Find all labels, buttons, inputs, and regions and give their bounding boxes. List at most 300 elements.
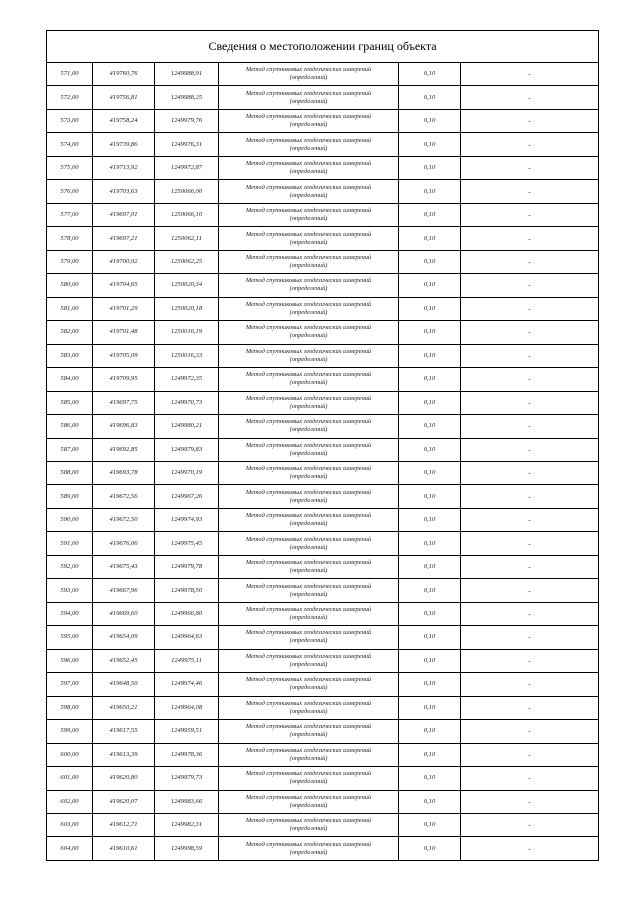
table-row: [47, 391, 599, 414]
method-line2: (определений): [289, 308, 328, 316]
method-cell: [219, 133, 399, 156]
point-number-cell: 604,00: [47, 837, 93, 860]
method-line1: Метод спутниковых геодезических измерений: [245, 652, 372, 660]
method-line1: Метод спутниковых геодезических измерений: [245, 66, 372, 74]
x-coordinate-cell: 419613,39: [93, 743, 155, 766]
table-row: [47, 532, 599, 555]
point-number-cell: 583,00: [47, 344, 93, 367]
dash-cell: -: [461, 461, 599, 484]
y-coordinate-cell: 1249988,25: [155, 86, 219, 109]
method-cell: [219, 203, 399, 226]
table-row: [47, 297, 599, 320]
dash-cell: -: [461, 814, 599, 837]
table-row: [47, 649, 599, 672]
accuracy-cell: 0,10: [399, 63, 461, 86]
accuracy-cell: 0,10: [399, 133, 461, 156]
method-line1: Метод спутниковых геодезических измерений: [245, 207, 372, 215]
method-cell: [219, 626, 399, 649]
method-cell: [219, 438, 399, 461]
method-line2: (определений): [289, 801, 328, 809]
point-number-cell: 585,00: [47, 391, 93, 414]
method-cell: [219, 602, 399, 625]
dash-cell: -: [461, 391, 599, 414]
dash-cell: -: [461, 63, 599, 86]
dash-cell: -: [461, 485, 599, 508]
point-number-cell: 587,00: [47, 438, 93, 461]
dash-cell: -: [461, 368, 599, 391]
accuracy-cell: 0,10: [399, 344, 461, 367]
x-coordinate-cell: 419676,06: [93, 532, 155, 555]
accuracy-cell: 0,10: [399, 626, 461, 649]
method-line1: Метод спутниковых геодезических измерений: [245, 371, 372, 379]
method-line2: (определений): [289, 449, 328, 457]
accuracy-cell: 0,10: [399, 438, 461, 461]
y-coordinate-cell: 1250062,25: [155, 250, 219, 273]
method-line2: (определений): [289, 144, 328, 152]
method-line1: Метод спутниковых геодезических измерений: [245, 746, 372, 754]
point-number-cell: 593,00: [47, 579, 93, 602]
y-coordinate-cell: 1249982,31: [155, 814, 219, 837]
dash-cell: -: [461, 415, 599, 438]
method-line2: (определений): [289, 121, 328, 129]
method-line1: Метод спутниковых геодезических измерений: [245, 512, 372, 520]
method-line1: Метод спутниковых геодезических измерений: [245, 559, 372, 567]
method-line2: (определений): [289, 520, 328, 528]
point-number-cell: 591,00: [47, 532, 93, 555]
x-coordinate-cell: 419617,55: [93, 720, 155, 743]
accuracy-cell: 0,10: [399, 250, 461, 273]
dash-cell: -: [461, 602, 599, 625]
point-number-cell: 584,00: [47, 368, 93, 391]
y-coordinate-cell: 1249959,51: [155, 720, 219, 743]
y-coordinate-cell: 1249964,63: [155, 626, 219, 649]
accuracy-cell: 0,10: [399, 743, 461, 766]
dash-cell: -: [461, 438, 599, 461]
method-line1: Метод спутниковых геодезических измерений: [245, 817, 372, 825]
x-coordinate-cell: 419620,07: [93, 790, 155, 813]
point-number-cell: 581,00: [47, 297, 93, 320]
method-line2: (определений): [289, 261, 328, 269]
y-coordinate-cell: 1249974,93: [155, 508, 219, 531]
table-row: [47, 461, 599, 484]
accuracy-cell: 0,10: [399, 532, 461, 555]
method-line1: Метод спутниковых геодезических измерений: [245, 699, 372, 707]
x-coordinate-cell: 419612,71: [93, 814, 155, 837]
accuracy-cell: 0,10: [399, 461, 461, 484]
point-number-cell: 590,00: [47, 508, 93, 531]
table-row: [47, 555, 599, 578]
table-row: [47, 86, 599, 109]
y-coordinate-cell: 1249978,50: [155, 579, 219, 602]
x-coordinate-cell: 419705,09: [93, 344, 155, 367]
y-coordinate-cell: 1249970,19: [155, 461, 219, 484]
table-row: [47, 63, 599, 86]
method-cell: [219, 485, 399, 508]
point-number-cell: 571,00: [47, 63, 93, 86]
x-coordinate-cell: 419760,76: [93, 63, 155, 86]
accuracy-cell: 0,10: [399, 297, 461, 320]
method-line1: Метод спутниковых геодезических измерений: [245, 183, 372, 191]
x-coordinate-cell: 419713,92: [93, 156, 155, 179]
y-coordinate-cell: 1249979,73: [155, 767, 219, 790]
x-coordinate-cell: 419652,45: [93, 649, 155, 672]
method-line2: (определений): [289, 473, 328, 481]
method-line2: (определений): [289, 379, 328, 387]
accuracy-cell: 0,10: [399, 415, 461, 438]
x-coordinate-cell: 419693,78: [93, 461, 155, 484]
point-number-cell: 577,00: [47, 203, 93, 226]
accuracy-cell: 0,10: [399, 86, 461, 109]
table-row: [47, 156, 599, 179]
point-number-cell: 603,00: [47, 814, 93, 837]
y-coordinate-cell: 1249964,08: [155, 696, 219, 719]
table-row: [47, 344, 599, 367]
method-line1: Метод спутниковых геодезических измерений: [245, 793, 372, 801]
x-coordinate-cell: 419704,65: [93, 274, 155, 297]
dash-cell: -: [461, 227, 599, 250]
x-coordinate-cell: 419697,21: [93, 227, 155, 250]
dash-cell: -: [461, 790, 599, 813]
x-coordinate-cell: 419697,01: [93, 203, 155, 226]
method-line2: (определений): [289, 543, 328, 551]
y-coordinate-cell: 1249979,76: [155, 109, 219, 132]
dash-cell: -: [461, 555, 599, 578]
y-coordinate-cell: 1249975,45: [155, 532, 219, 555]
point-number-cell: 582,00: [47, 321, 93, 344]
method-line2: (определений): [289, 285, 328, 293]
table-row: [47, 109, 599, 132]
table-row: [47, 180, 599, 203]
y-coordinate-cell: 1249988,91: [155, 63, 219, 86]
dash-cell: -: [461, 109, 599, 132]
x-coordinate-cell: 419692,85: [93, 438, 155, 461]
accuracy-cell: 0,10: [399, 767, 461, 790]
method-line1: Метод спутниковых геодезических измерений: [245, 770, 372, 778]
boundary-table: [46, 30, 599, 861]
x-coordinate-cell: 419701,48: [93, 321, 155, 344]
method-line2: (определений): [289, 567, 328, 575]
point-number-cell: 588,00: [47, 461, 93, 484]
table-row: [47, 227, 599, 250]
accuracy-cell: 0,10: [399, 321, 461, 344]
method-cell: [219, 837, 399, 860]
accuracy-cell: 0,10: [399, 485, 461, 508]
accuracy-cell: 0,10: [399, 180, 461, 203]
dash-cell: -: [461, 696, 599, 719]
table-row: [47, 696, 599, 719]
dash-cell: -: [461, 673, 599, 696]
y-coordinate-cell: 1249974,46: [155, 673, 219, 696]
accuracy-cell: 0,10: [399, 790, 461, 813]
dash-cell: -: [461, 720, 599, 743]
method-cell: [219, 743, 399, 766]
y-coordinate-cell: 1249980,21: [155, 415, 219, 438]
y-coordinate-cell: 1249966,80: [155, 602, 219, 625]
point-number-cell: 596,00: [47, 649, 93, 672]
method-cell: [219, 720, 399, 743]
accuracy-cell: 0,10: [399, 368, 461, 391]
method-cell: [219, 180, 399, 203]
table-row: [47, 837, 599, 860]
x-coordinate-cell: 419758,24: [93, 109, 155, 132]
x-coordinate-cell: 419667,96: [93, 579, 155, 602]
dash-cell: -: [461, 767, 599, 790]
x-coordinate-cell: 419697,75: [93, 391, 155, 414]
point-number-cell: 573,00: [47, 109, 93, 132]
accuracy-cell: 0,10: [399, 109, 461, 132]
dash-cell: -: [461, 626, 599, 649]
point-number-cell: 599,00: [47, 720, 93, 743]
point-number-cell: 578,00: [47, 227, 93, 250]
x-coordinate-cell: 419709,95: [93, 368, 155, 391]
method-line1: Метод спутниковых геодезических измерений: [245, 253, 372, 261]
point-number-cell: 595,00: [47, 626, 93, 649]
y-coordinate-cell: 1250062,11: [155, 227, 219, 250]
method-line2: (определений): [289, 778, 328, 786]
x-coordinate-cell: 419696,83: [93, 415, 155, 438]
accuracy-cell: 0,10: [399, 156, 461, 179]
point-number-cell: 572,00: [47, 86, 93, 109]
y-coordinate-cell: 1250020,34: [155, 274, 219, 297]
y-coordinate-cell: 1249967,26: [155, 485, 219, 508]
table-row: [47, 274, 599, 297]
y-coordinate-cell: 1249970,73: [155, 391, 219, 414]
method-line2: (определений): [289, 731, 328, 739]
y-coordinate-cell: 1249979,78: [155, 555, 219, 578]
accuracy-cell: 0,10: [399, 720, 461, 743]
method-line1: Метод спутниковых геодезических измерений: [245, 160, 372, 168]
method-cell: [219, 63, 399, 86]
method-cell: [219, 532, 399, 555]
y-coordinate-cell: 1249998,59: [155, 837, 219, 860]
table-row: [47, 438, 599, 461]
method-line1: Метод спутниковых геодезических измерений: [245, 136, 372, 144]
method-line1: Метод спутниковых геодезических измерений: [245, 606, 372, 614]
table-row: [47, 508, 599, 531]
method-line2: (определений): [289, 614, 328, 622]
point-number-cell: 597,00: [47, 673, 93, 696]
method-line1: Метод спутниковых геодезических измерений: [245, 300, 372, 308]
y-coordinate-cell: 1250066,10: [155, 203, 219, 226]
method-cell: [219, 790, 399, 813]
point-number-cell: 575,00: [47, 156, 93, 179]
method-cell: [219, 461, 399, 484]
dash-cell: -: [461, 133, 599, 156]
table-title: Сведения о местоположении границ объекта: [47, 31, 599, 63]
point-number-cell: 598,00: [47, 696, 93, 719]
method-cell: [219, 814, 399, 837]
point-number-cell: 579,00: [47, 250, 93, 273]
dash-cell: -: [461, 250, 599, 273]
method-line2: (определений): [289, 332, 328, 340]
x-coordinate-cell: 419610,61: [93, 837, 155, 860]
point-number-cell: 574,00: [47, 133, 93, 156]
method-line1: Метод спутниковых геодезических измерений: [245, 582, 372, 590]
method-line1: Метод спутниковых геодезических измерений: [245, 535, 372, 543]
x-coordinate-cell: 419669,60: [93, 602, 155, 625]
method-line2: (определений): [289, 590, 328, 598]
method-cell: [219, 555, 399, 578]
table-row: [47, 321, 599, 344]
table-row: [47, 720, 599, 743]
dash-cell: -: [461, 649, 599, 672]
dash-cell: -: [461, 837, 599, 860]
method-line1: Метод спутниковых геодезических измерений: [245, 488, 372, 496]
method-line1: Метод спутниковых геодезических измерений: [245, 723, 372, 731]
y-coordinate-cell: 1250016,19: [155, 321, 219, 344]
method-line2: (определений): [289, 426, 328, 434]
method-line1: Метод спутниковых геодезических измерений: [245, 113, 372, 121]
method-line2: (определений): [289, 215, 328, 223]
x-coordinate-cell: 419648,50: [93, 673, 155, 696]
point-number-cell: 601,00: [47, 767, 93, 790]
method-line2: (определений): [289, 825, 328, 833]
x-coordinate-cell: 419701,29: [93, 297, 155, 320]
y-coordinate-cell: 1249978,36: [155, 743, 219, 766]
method-cell: [219, 321, 399, 344]
method-cell: [219, 415, 399, 438]
method-line2: (определений): [289, 402, 328, 410]
point-number-cell: 589,00: [47, 485, 93, 508]
y-coordinate-cell: 1250066,00: [155, 180, 219, 203]
table-row: [47, 133, 599, 156]
method-cell: [219, 297, 399, 320]
method-line2: (определений): [289, 355, 328, 363]
method-line1: Метод спутниковых геодезических измерений: [245, 277, 372, 285]
point-number-cell: 586,00: [47, 415, 93, 438]
method-cell: [219, 368, 399, 391]
table-row: [47, 814, 599, 837]
method-cell: [219, 250, 399, 273]
method-cell: [219, 649, 399, 672]
y-coordinate-cell: 1249976,31: [155, 133, 219, 156]
table-row: [47, 368, 599, 391]
method-cell: [219, 274, 399, 297]
method-cell: [219, 227, 399, 250]
method-line2: (определений): [289, 684, 328, 692]
x-coordinate-cell: 419654,09: [93, 626, 155, 649]
method-line2: (определений): [289, 168, 328, 176]
method-line1: Метод спутниковых геодезических измерений: [245, 465, 372, 473]
method-line2: (определений): [289, 848, 328, 856]
method-line1: Метод спутниковых геодезических измерений: [245, 324, 372, 332]
accuracy-cell: 0,10: [399, 555, 461, 578]
accuracy-cell: 0,10: [399, 649, 461, 672]
table-body: [47, 63, 599, 861]
method-cell: [219, 579, 399, 602]
method-line1: Метод спутниковых геодезических измерений: [245, 89, 372, 97]
point-number-cell: 592,00: [47, 555, 93, 578]
x-coordinate-cell: 419675,43: [93, 555, 155, 578]
accuracy-cell: 0,10: [399, 227, 461, 250]
x-coordinate-cell: 419756,81: [93, 86, 155, 109]
y-coordinate-cell: 1249972,87: [155, 156, 219, 179]
method-line2: (определений): [289, 191, 328, 199]
method-cell: [219, 86, 399, 109]
accuracy-cell: 0,10: [399, 673, 461, 696]
method-line2: (определений): [289, 238, 328, 246]
method-line1: Метод спутниковых геодезических измерений: [245, 840, 372, 848]
method-cell: [219, 673, 399, 696]
accuracy-cell: 0,10: [399, 391, 461, 414]
y-coordinate-cell: 1249972,35: [155, 368, 219, 391]
method-line2: (определений): [289, 707, 328, 715]
method-cell: [219, 391, 399, 414]
table-row: [47, 415, 599, 438]
point-number-cell: 594,00: [47, 602, 93, 625]
method-cell: [219, 508, 399, 531]
method-line1: Метод спутниковых геодезических измерений: [245, 418, 372, 426]
method-line2: (определений): [289, 74, 328, 82]
dash-cell: -: [461, 180, 599, 203]
accuracy-cell: 0,10: [399, 602, 461, 625]
x-coordinate-cell: 419650,21: [93, 696, 155, 719]
table-row: [47, 743, 599, 766]
table-row: [47, 203, 599, 226]
table-row: [47, 579, 599, 602]
accuracy-cell: 0,10: [399, 579, 461, 602]
y-coordinate-cell: 1249975,11: [155, 649, 219, 672]
accuracy-cell: 0,10: [399, 203, 461, 226]
table-row: [47, 626, 599, 649]
accuracy-cell: 0,10: [399, 508, 461, 531]
dash-cell: -: [461, 203, 599, 226]
method-line1: Метод спутниковых геодезических измерений: [245, 347, 372, 355]
method-cell: [219, 156, 399, 179]
accuracy-cell: 0,10: [399, 696, 461, 719]
dash-cell: -: [461, 86, 599, 109]
document-page: [46, 30, 598, 861]
point-number-cell: 602,00: [47, 790, 93, 813]
method-line2: (определений): [289, 637, 328, 645]
point-number-cell: 600,00: [47, 743, 93, 766]
method-line2: (определений): [289, 754, 328, 762]
accuracy-cell: 0,10: [399, 837, 461, 860]
point-number-cell: 580,00: [47, 274, 93, 297]
dash-cell: -: [461, 344, 599, 367]
table-row: [47, 602, 599, 625]
x-coordinate-cell: 419739,86: [93, 133, 155, 156]
table-row: [47, 790, 599, 813]
method-line1: Метод спутниковых геодезических измерений: [245, 230, 372, 238]
dash-cell: -: [461, 321, 599, 344]
x-coordinate-cell: 419672,56: [93, 485, 155, 508]
dash-cell: -: [461, 532, 599, 555]
dash-cell: -: [461, 274, 599, 297]
method-cell: [219, 767, 399, 790]
method-line1: Метод спутниковых геодезических измерений: [245, 394, 372, 402]
method-line2: (определений): [289, 496, 328, 504]
method-line1: Метод спутниковых геодезических измерений: [245, 441, 372, 449]
dash-cell: -: [461, 297, 599, 320]
y-coordinate-cell: 1250016,33: [155, 344, 219, 367]
table-row: [47, 250, 599, 273]
y-coordinate-cell: 1249979,83: [155, 438, 219, 461]
accuracy-cell: 0,10: [399, 814, 461, 837]
x-coordinate-cell: 419620,80: [93, 767, 155, 790]
x-coordinate-cell: 419672,50: [93, 508, 155, 531]
method-line1: Метод спутниковых геодезических измерений: [245, 676, 372, 684]
method-line2: (определений): [289, 97, 328, 105]
table-row: [47, 673, 599, 696]
x-coordinate-cell: 419700,02: [93, 250, 155, 273]
table-row: [47, 485, 599, 508]
method-line2: (определений): [289, 660, 328, 668]
dash-cell: -: [461, 508, 599, 531]
method-cell: [219, 344, 399, 367]
dash-cell: -: [461, 579, 599, 602]
y-coordinate-cell: 1249983,66: [155, 790, 219, 813]
